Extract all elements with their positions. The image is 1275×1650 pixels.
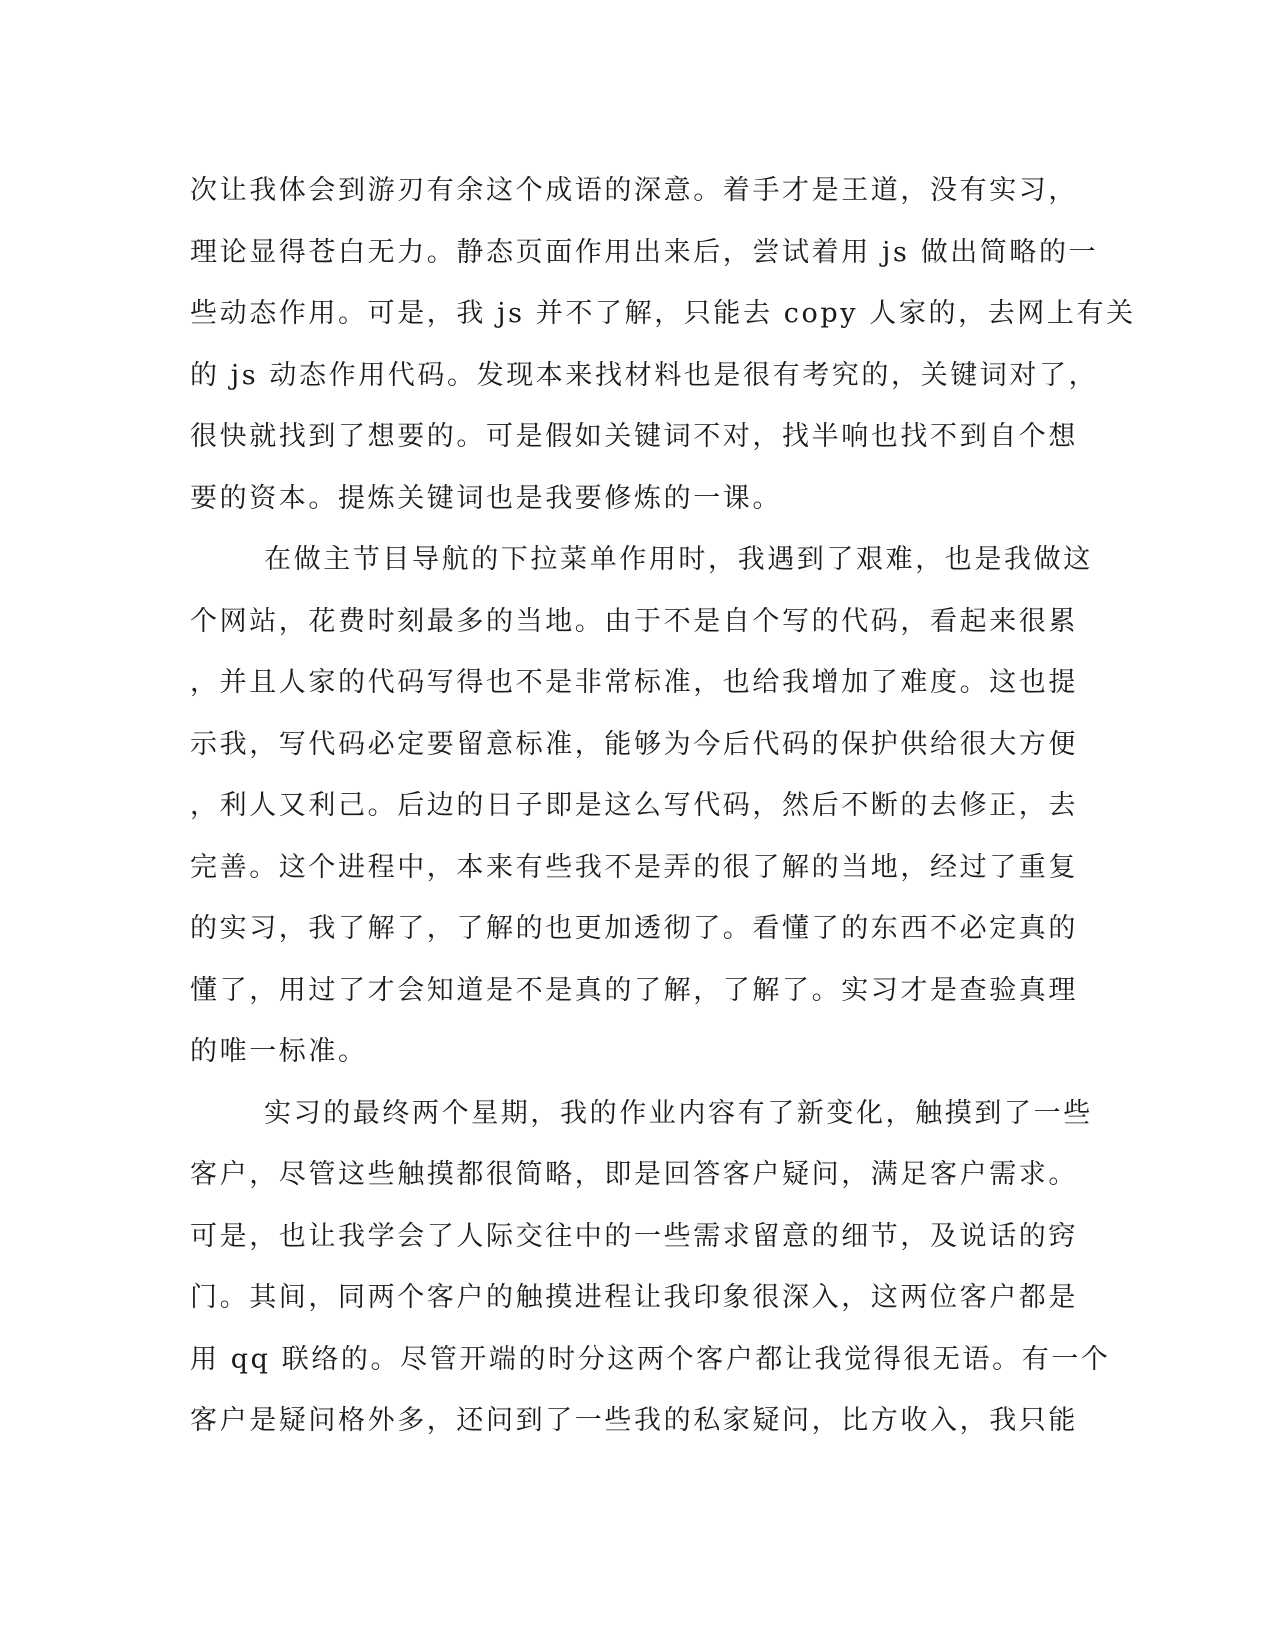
text-line: 次让我体会到游刃有余这个成语的深意。着手才是王道，没有实习， [190, 175, 1078, 206]
text-line: 的唯一标准。 [190, 1036, 368, 1067]
text-line: 门。其间，同两个客户的触摸进程让我印象很深入，这两位客户都是 [190, 1282, 1078, 1313]
text-line: 要的资本。提炼关键词也是我要修炼的一课。 [190, 482, 782, 514]
text-line: 很快就找到了想要的。可是假如关键词不对，找半响也找不到自个想 [190, 421, 1078, 452]
text-line: 完善。这个进程中，本来有些我不是弄的很了解的当地，经过了重复 [190, 851, 1078, 883]
text-line: 用 qq 联络的。尽管开端的时分这两个客户都让我觉得很无语。有一个 [190, 1343, 1111, 1375]
text-line: 在做主节目导航的下拉菜单作用时，我遇到了艰难，也是我做这 [264, 544, 1093, 575]
document-body [190, 160, 1136, 1452]
text-line: ，并且人家的代码写得也不是非常标准，也给我增加了难度。这也提 [190, 667, 1078, 698]
paragraph-2 [190, 529, 1093, 1083]
paragraph-3 [190, 1083, 1111, 1452]
text-line: 客户，尽管这些触摸都很简略，即是回答客户疑问，满足客户需求。 [190, 1159, 1078, 1190]
text-line: 些动态作用。可是，我 js 并不了解，只能去 copy 人家的，去网上有关 [190, 298, 1136, 329]
text-line: 理论显得苍白无力。静态页面作用出来后，尝试着用 js 做出简略的一 [190, 236, 1099, 268]
paragraph-1 [190, 160, 1136, 529]
text-line: 懂了，用过了才会知道是不是真的了解，了解了。实习才是查验真理 [190, 974, 1078, 1006]
text-line: 的 js 动态作用代码。发现本来找材料也是很有考究的，关键词对了， [190, 359, 1099, 391]
text-line: 个网站，花费时刻最多的当地。由于不是自个写的代码，看起来很累 [190, 605, 1078, 637]
text-line: 可是，也让我学会了人际交往中的一些需求留意的细节，及说话的窍 [190, 1220, 1078, 1252]
text-line: ，利人又利己。后边的日子即是这么写代码，然后不断的去修正，去 [190, 790, 1078, 821]
text-line: 的实习，我了解了，了解的也更加透彻了。看懂了的东西不必定真的 [190, 913, 1078, 944]
text-line: 示我，写代码必定要留意标准，能够为今后代码的保护供给很大方便 [190, 728, 1078, 760]
text-line: 客户是疑问格外多，还问到了一些我的私家疑问，比方收入，我只能 [190, 1405, 1078, 1436]
text-line: 实习的最终两个星期，我的作业内容有了新变化，触摸到了一些 [264, 1097, 1093, 1129]
